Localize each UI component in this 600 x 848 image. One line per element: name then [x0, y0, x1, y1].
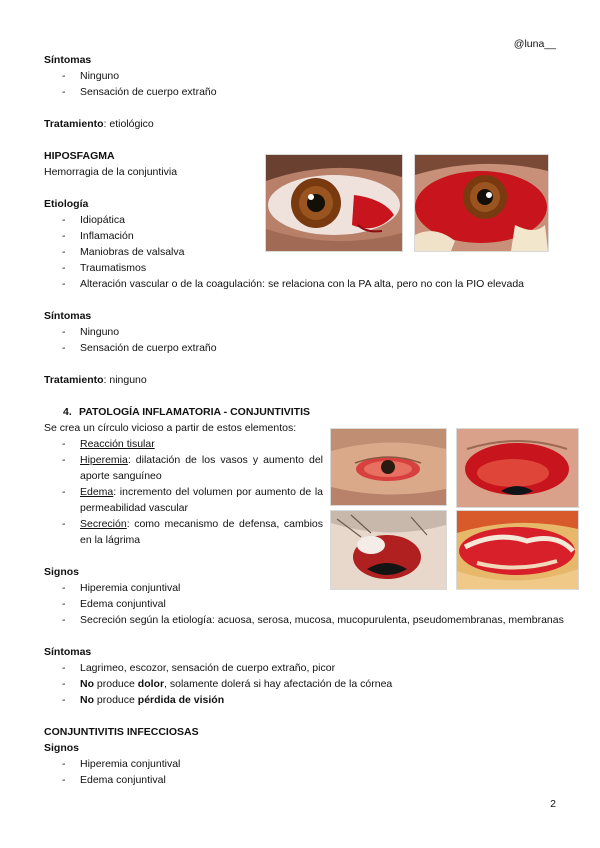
signs-list: [44, 756, 199, 788]
list-item: - Edema conjuntival: [44, 772, 199, 788]
list-item: - Maniobras de valsalva: [44, 244, 524, 260]
list-item: - Idiopática: [44, 212, 524, 228]
section-heading: Signos: [44, 566, 80, 578]
list-item: - Hiperemia conjuntival: [44, 580, 564, 596]
page-number: 2: [550, 798, 556, 810]
list-item: - Ninguno: [44, 324, 217, 340]
section-heading: Síntomas: [44, 54, 92, 66]
list-item: - Lagrimeo, escozor, sensación de cuerpo extraño, picor: [44, 660, 392, 676]
hiposfagma-photo-2: [414, 154, 549, 252]
section-heading: CONJUNTIVITIS INFECCIOSAS: [44, 726, 199, 738]
bold-text: dolor: [137, 678, 165, 690]
conjunctivitis-photo-1: [330, 428, 447, 506]
treatment-value: : ninguno: [103, 374, 147, 386]
list-item: - Secreción según la etiología: acuosa, serosa, mucosa, mucopurulenta, pseudomembranas, membranas: [44, 612, 564, 628]
bold-text: pérdida de visión: [137, 694, 225, 706]
list-item: - Sensación de cuerpo extraño: [44, 84, 217, 100]
list-item: [44, 452, 323, 484]
text-span: produce: [94, 694, 138, 706]
list-item: - Alteración vascular o de la coagulación: se relaciona con la PA alta, pero no con la PIO elevada: [44, 276, 524, 292]
list-item: - Traumatismos: [44, 260, 524, 276]
text-span: , solamente dolerá si hay afectación de la córnea: [164, 678, 393, 690]
section-heading: Síntomas: [44, 646, 92, 658]
symptoms-section-3: [44, 644, 392, 708]
element-desc: : dilatación de los vasos y aumento del aporte sanguíneo: [80, 454, 323, 482]
elements-section: [44, 436, 323, 548]
author-handle: @luna__: [513, 38, 556, 50]
symptoms-list: [44, 68, 217, 100]
numbered-heading: [63, 404, 310, 420]
elements-list: [44, 436, 323, 548]
element-term: Reacción tisular: [80, 438, 155, 450]
treatment-line-1: [44, 116, 154, 132]
list-item: [44, 436, 323, 452]
treatment-label: Tratamiento: [44, 118, 104, 130]
element-desc: : como mecanismo de defensa, cambios en la lágrima: [80, 518, 323, 546]
treatment-value: : etiológico: [103, 118, 154, 130]
list-item: - Ninguno: [44, 68, 217, 84]
element-desc: : incremento del volumen por aumento de la permeabilidad vascular: [80, 486, 323, 514]
signs-section: [44, 564, 564, 628]
section-heading: Síntomas: [44, 310, 92, 322]
element-term: Secreción: [80, 518, 127, 530]
list-item: - Hiperemia conjuntival: [44, 756, 199, 772]
symptoms-section-1: [44, 52, 217, 100]
conjunctivitis-photo-2: [456, 428, 579, 508]
list-item: - Sensación de cuerpo extraño: [44, 340, 217, 356]
symptoms-list: [44, 660, 392, 708]
hiposfagma-section: [44, 148, 177, 180]
section-subtitle: Hemorragia de la conjuntivia: [44, 166, 178, 178]
signs-list: [44, 580, 564, 628]
hiposfagma-photo-1: [265, 154, 403, 252]
list-item: [44, 692, 392, 708]
list-item: [44, 516, 323, 548]
bold-text: No: [80, 678, 94, 690]
list-item: [44, 676, 392, 692]
element-term: Hiperemia: [80, 454, 128, 466]
list-item: [44, 484, 323, 516]
list-item: - Inflamación: [44, 228, 524, 244]
symptoms-list: [44, 324, 217, 356]
element-term: Edema: [80, 486, 114, 498]
symptoms-section-2: [44, 308, 217, 356]
heading-title: PATOLOGÍA INFLAMATORIA - CONJUNTIVITIS: [79, 406, 310, 418]
list-item: - Edema conjuntival: [44, 596, 564, 612]
section-heading: Etiología: [44, 198, 89, 210]
infectious-section: [44, 724, 199, 788]
text-span: produce: [94, 678, 138, 690]
intro-text: Se crea un círculo vicioso a partir de estos elementos:: [44, 422, 297, 434]
heading-number: 4.: [63, 406, 72, 418]
section-heading: HIPOSFAGMA: [44, 150, 115, 162]
bold-text: No: [80, 694, 94, 706]
treatment-line-2: [44, 372, 147, 388]
treatment-label: Tratamiento: [44, 374, 104, 386]
section-subheading: Signos: [44, 742, 80, 754]
